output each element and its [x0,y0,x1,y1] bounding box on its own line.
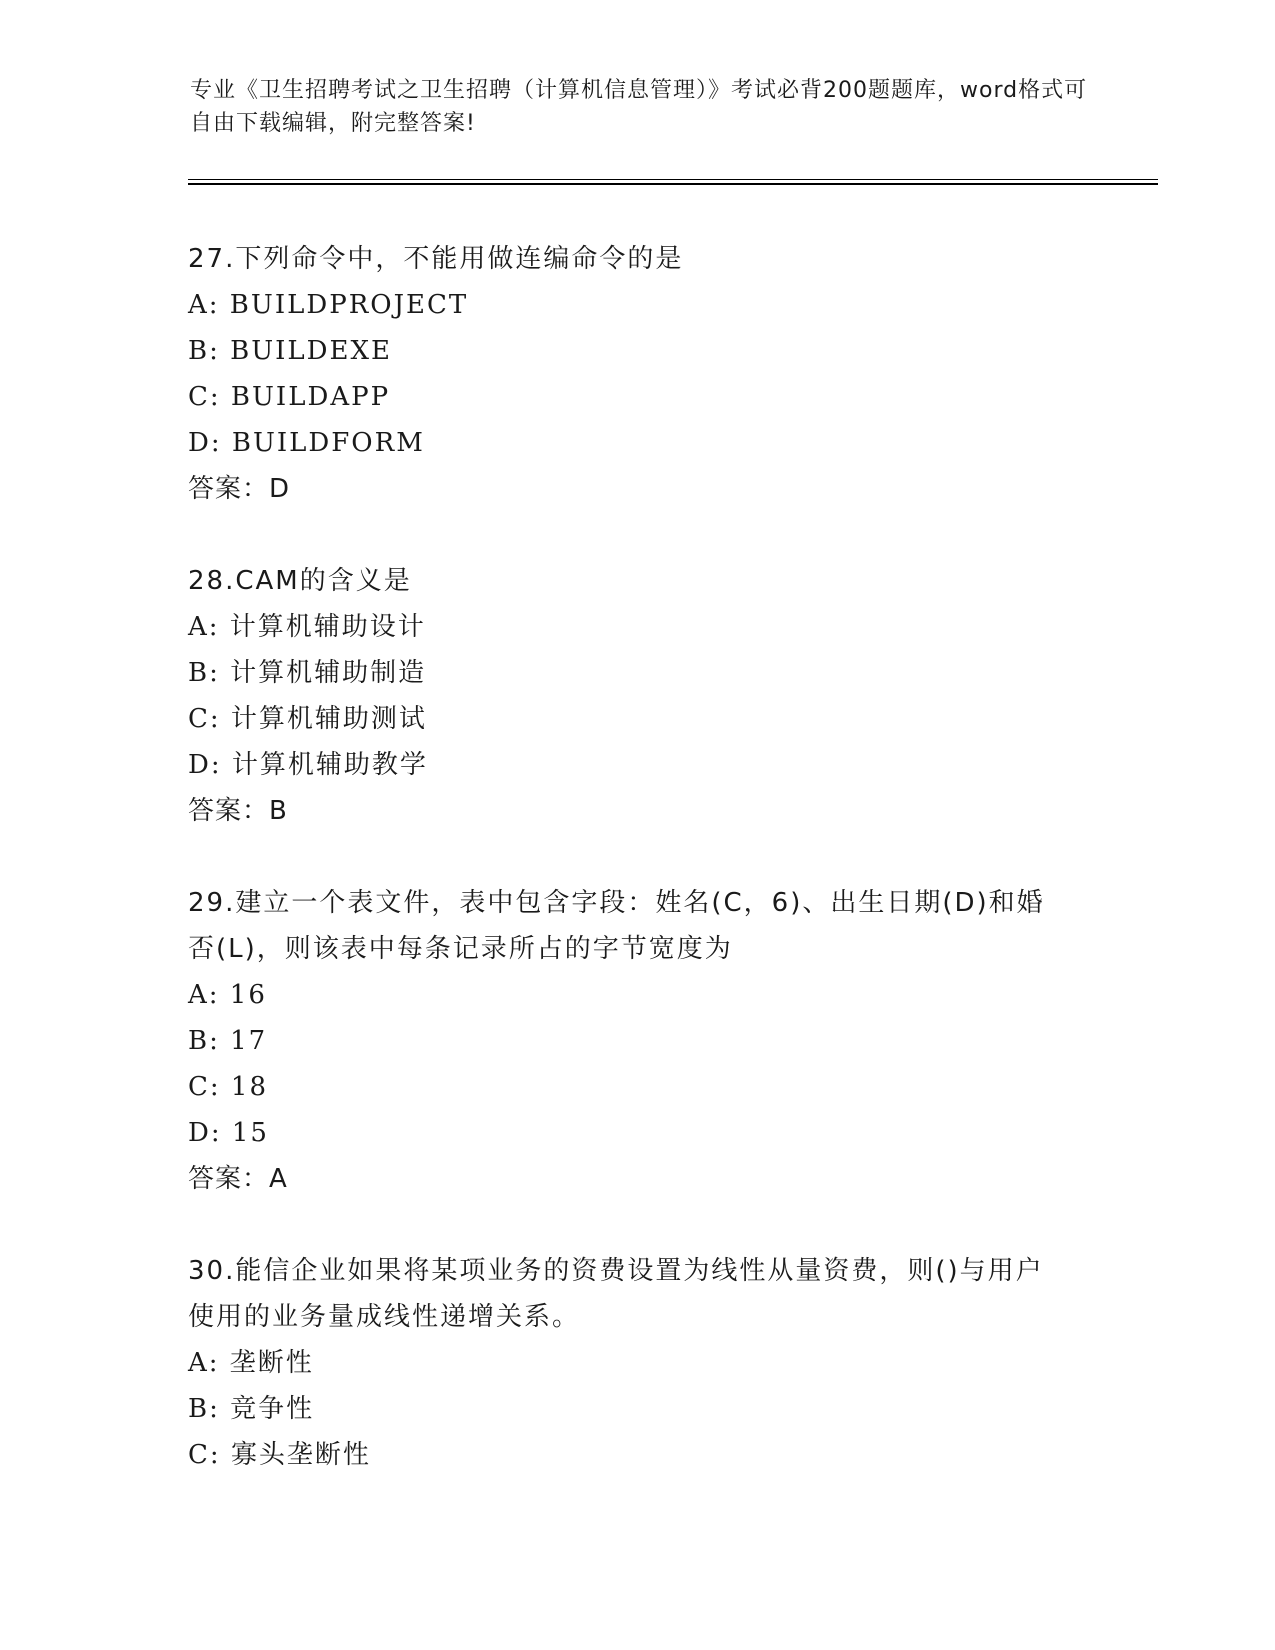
answer-line: 答案：D [188,474,291,504]
question-28 [188,558,1088,834]
option-a: A: 计算机辅助设计 [188,612,426,642]
option-a: A: BUILDPROJECT [188,290,469,320]
option-b: B: 计算机辅助制造 [188,658,427,688]
question-30 [188,1248,1088,1478]
option-b: B: 17 [188,1026,268,1056]
header-divider-thin [188,179,1158,180]
question-list [188,236,1088,1524]
option-d: D: 15 [188,1118,269,1148]
question-stem: 29.建立一个表文件，表中包含字段：姓名(C，6)、出生日期(D)和婚否(L)，则该表中每条记录所占的字节宽度为 [188,888,1045,964]
option-b: B: 竞争性 [188,1394,315,1424]
option-b: B: BUILDEXE [188,336,392,366]
question-stem: 30.能信企业如果将某项业务的资费设置为线性从量资费，则()与用户使用的业务量成线性递增关系。 [188,1256,1044,1332]
option-a: A: 垄断性 [188,1348,314,1378]
option-c: C: 计算机辅助测试 [188,704,427,734]
document-header [190,74,1090,140]
header-divider-thick [188,183,1158,185]
header-intro-text: 专业《卫生招聘考试之卫生招聘（计算机信息管理）》考试必背200题题库，word格式可自由下载编辑，附完整答案! [190,78,1088,136]
option-a: A: 16 [188,980,267,1010]
option-d: D: BUILDFORM [188,428,425,458]
question-29 [188,880,1088,1202]
question-stem: 28.CAM的含义是 [188,566,412,596]
answer-line: 答案：A [188,1164,288,1194]
answer-line: 答案：B [188,796,288,826]
option-d: D: 计算机辅助教学 [188,750,428,780]
option-c: C: BUILDAPP [188,382,391,412]
option-c: C: 18 [188,1072,269,1102]
question-stem: 27.下列命令中，不能用做连编命令的是 [188,244,684,274]
question-27 [188,236,1088,512]
option-c: C: 寡头垄断性 [188,1440,371,1470]
